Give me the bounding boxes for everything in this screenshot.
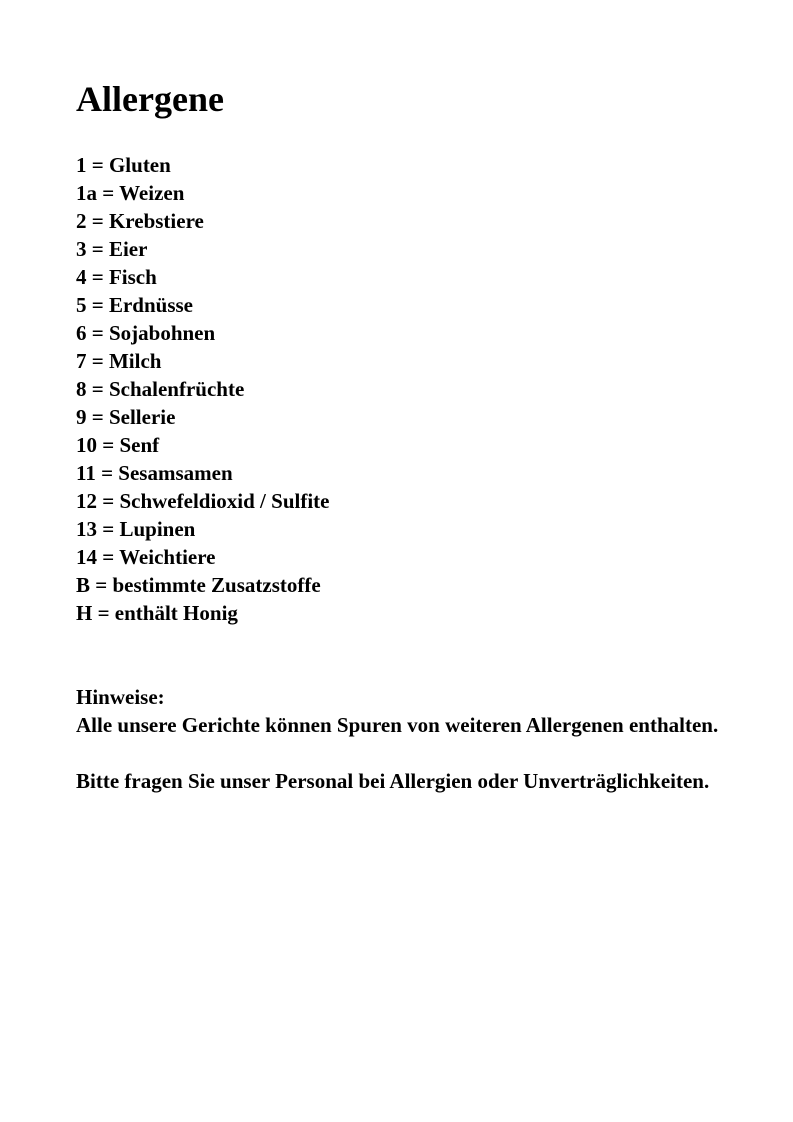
traces-notice: Alle unsere Gerichte können Spuren von weiteren Allergenen enthalten. xyxy=(76,713,719,737)
notes-heading: Hinweise: xyxy=(76,685,165,709)
allergen-item: 4 = Fisch xyxy=(76,265,157,289)
allergen-item: 5 = Erdnüsse xyxy=(76,293,193,317)
ask-staff-notice: Bitte fragen Sie unser Personal bei Allergien oder Unverträglichkeiten. xyxy=(76,769,710,793)
allergen-item: 12 = Schwefeldioxid / Sulfite xyxy=(76,489,330,513)
allergen-item: 6 = Sojabohnen xyxy=(76,321,216,345)
allergen-list xyxy=(76,151,329,627)
allergen-item: 7 = Milch xyxy=(76,349,162,373)
allergen-item: 14 = Weichtiere xyxy=(76,545,216,569)
allergen-item: 13 = Lupinen xyxy=(76,517,196,541)
allergen-item: 3 = Eier xyxy=(76,237,148,261)
spacer xyxy=(76,739,736,767)
allergen-item: 9 = Sellerie xyxy=(76,405,176,429)
allergen-item: 8 = Schalenfrüchte xyxy=(76,377,245,401)
allergen-item: H = enthält Honig xyxy=(76,601,238,625)
allergen-item: B = bestimmte Zusatzstoffe xyxy=(76,573,321,597)
page-title: Allergene xyxy=(76,79,224,119)
allergen-item: 1 = Gluten xyxy=(76,153,171,177)
allergen-item: 1a = Weizen xyxy=(76,181,185,205)
allergen-item: 10 = Senf xyxy=(76,433,160,457)
allergen-item: 11 = Sesamsamen xyxy=(76,461,233,485)
notes-section xyxy=(76,683,736,795)
allergen-item: 2 = Krebstiere xyxy=(76,209,204,233)
